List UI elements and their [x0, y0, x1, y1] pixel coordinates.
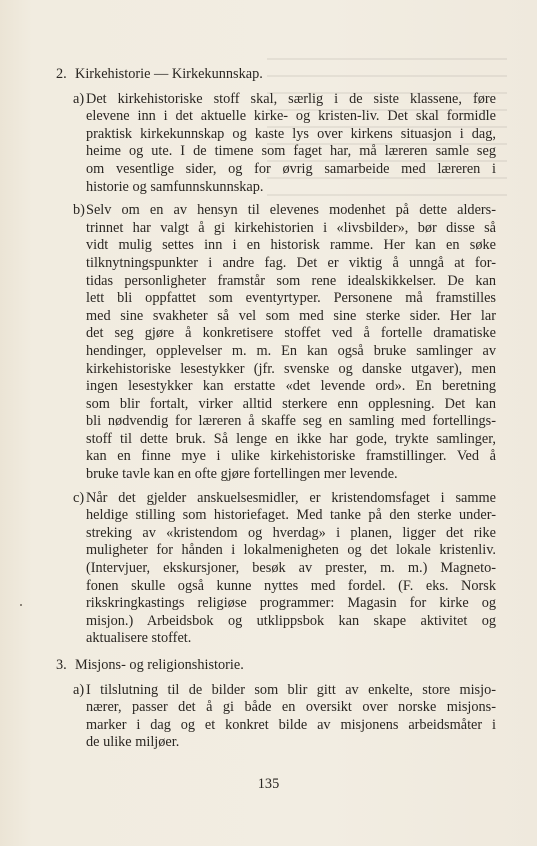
section-heading: [56, 66, 496, 84]
text-line: Selv om en av hensyn til elevenes modenhet på dette alders-: [86, 202, 496, 219]
item-label: c): [73, 489, 85, 506]
text-line: nærer, passer det å gi både en oversikt over norske misjons-: [86, 699, 496, 716]
text-line: stoff til dette bruk. Så lenge en ikke har gode, trykte samlinger,: [86, 430, 496, 447]
paper-speck: [20, 604, 22, 606]
page-number: 135: [257, 776, 280, 792]
list-item: [56, 91, 496, 197]
text-line: heime og ute. I de timene som faget har, må læreren samle seg: [86, 143, 496, 160]
text-line: kirkehistoriske lesestykker (jfr. svenske og danske utgaver), men: [86, 360, 496, 377]
text-line: aktualisere stoffet.: [86, 630, 192, 647]
text-line: hendinger, opplevelser m. m. En kan også bruke samlinger av: [86, 342, 496, 359]
page-body: [56, 66, 496, 758]
section-title: Kirkehistorie — Kirkekunnskap.: [75, 66, 263, 82]
list-item: [56, 202, 496, 484]
item-label: a): [73, 90, 85, 107]
text-line: ingen lesestykker kan erstatte «det levende ord». En beretning: [86, 378, 496, 395]
text-line: bruke tavle kan en ofte gjøre fortellingen mer levende.: [86, 466, 398, 483]
text-line: tilknytningspunkter i andre fag. Det er viktig å unngå at for-: [86, 254, 496, 271]
section-title: Misjons- og religionshistorie.: [75, 657, 244, 673]
text-line: lett bli oppfattet som eventyrtyper. Personene må framstilles: [86, 290, 496, 307]
text-line: med sine svakheter så vel som med sine sterke sider. Her lar: [86, 307, 496, 324]
text-line: tidas personligheter framstår som rene idealskikkelser. De kan: [86, 272, 496, 289]
text-line: misjon.) Arbeidsbok og utklippsbok kan skape aktivitet og: [86, 612, 496, 629]
text-line: praktisk kirkekunnskap og kaste lys over kirkens situasjon i dag,: [86, 125, 496, 142]
text-line: fonen skulle også kunne nyttes med fordel. (F. eks. Norsk: [86, 577, 496, 594]
text-line: (Intervjuer, ekskursjoner, besøk av prester, m. m.) Magneto-: [86, 560, 496, 577]
section-number: 2.: [56, 66, 67, 82]
text-line: de ulike miljøer.: [86, 734, 180, 751]
text-line: historie og samfunnskunnskap.: [86, 178, 264, 195]
section-number: 3.: [56, 657, 67, 673]
text-line: streking av «kristendom og hverdag» i planen, ligger det rike: [86, 524, 496, 541]
text-line: bli nødvendig for læreren å skaffe seg en samling med fortellings-: [86, 413, 496, 430]
section-heading: [56, 657, 496, 675]
text-line: I tilslutning til de bilder som blir gitt av enkelte, store misjo-: [86, 681, 496, 698]
text-line: Det kirkehistoriske stoff skal, særlig i de siste klassene, føre: [86, 90, 496, 107]
item-label: b): [73, 202, 85, 219]
text-line: muligheter for hånden i lokalmenigheten og det lokale kristenliv.: [86, 542, 496, 559]
list-item: [56, 682, 496, 752]
text-line: vidt mulig settes inn i en historisk ramme. Her kan en søke: [86, 237, 496, 254]
text-line: som blir fortalt, virker alltid sterkere enn opplesning. Det kan: [86, 395, 496, 412]
text-line: elevene inn i det aktuelle kirke- og kristen-liv. Det skal formidle: [86, 108, 496, 125]
text-line: Når det gjelder anskuelsesmidler, er kristendomsfaget i samme: [86, 489, 496, 506]
text-line: om vesentlige sider, og for øvrig samarbeide med læreren i: [86, 160, 496, 177]
text-line: heldige stilling som historiefaget. Med tanke på den sterke under-: [86, 507, 496, 524]
list-item: [56, 490, 496, 648]
text-line: kan en finne mye i ulike kirkehistoriske framstillinger. Ved å: [86, 448, 496, 465]
text-line: rikskringkastings religiøse programmer: Magasin for kirke og: [86, 595, 496, 612]
item-label: a): [73, 681, 85, 698]
text-line: det seg gjøre å konkretisere stoffet ved å fortelle dramatiske: [86, 325, 496, 342]
text-line: trinnet har valgt å gi kirkehistorien i «livsbilder», bør disse så: [86, 219, 496, 236]
text-line: marker i dag og et konkret bilde av misjonens arbeidsmåter i: [86, 716, 496, 733]
